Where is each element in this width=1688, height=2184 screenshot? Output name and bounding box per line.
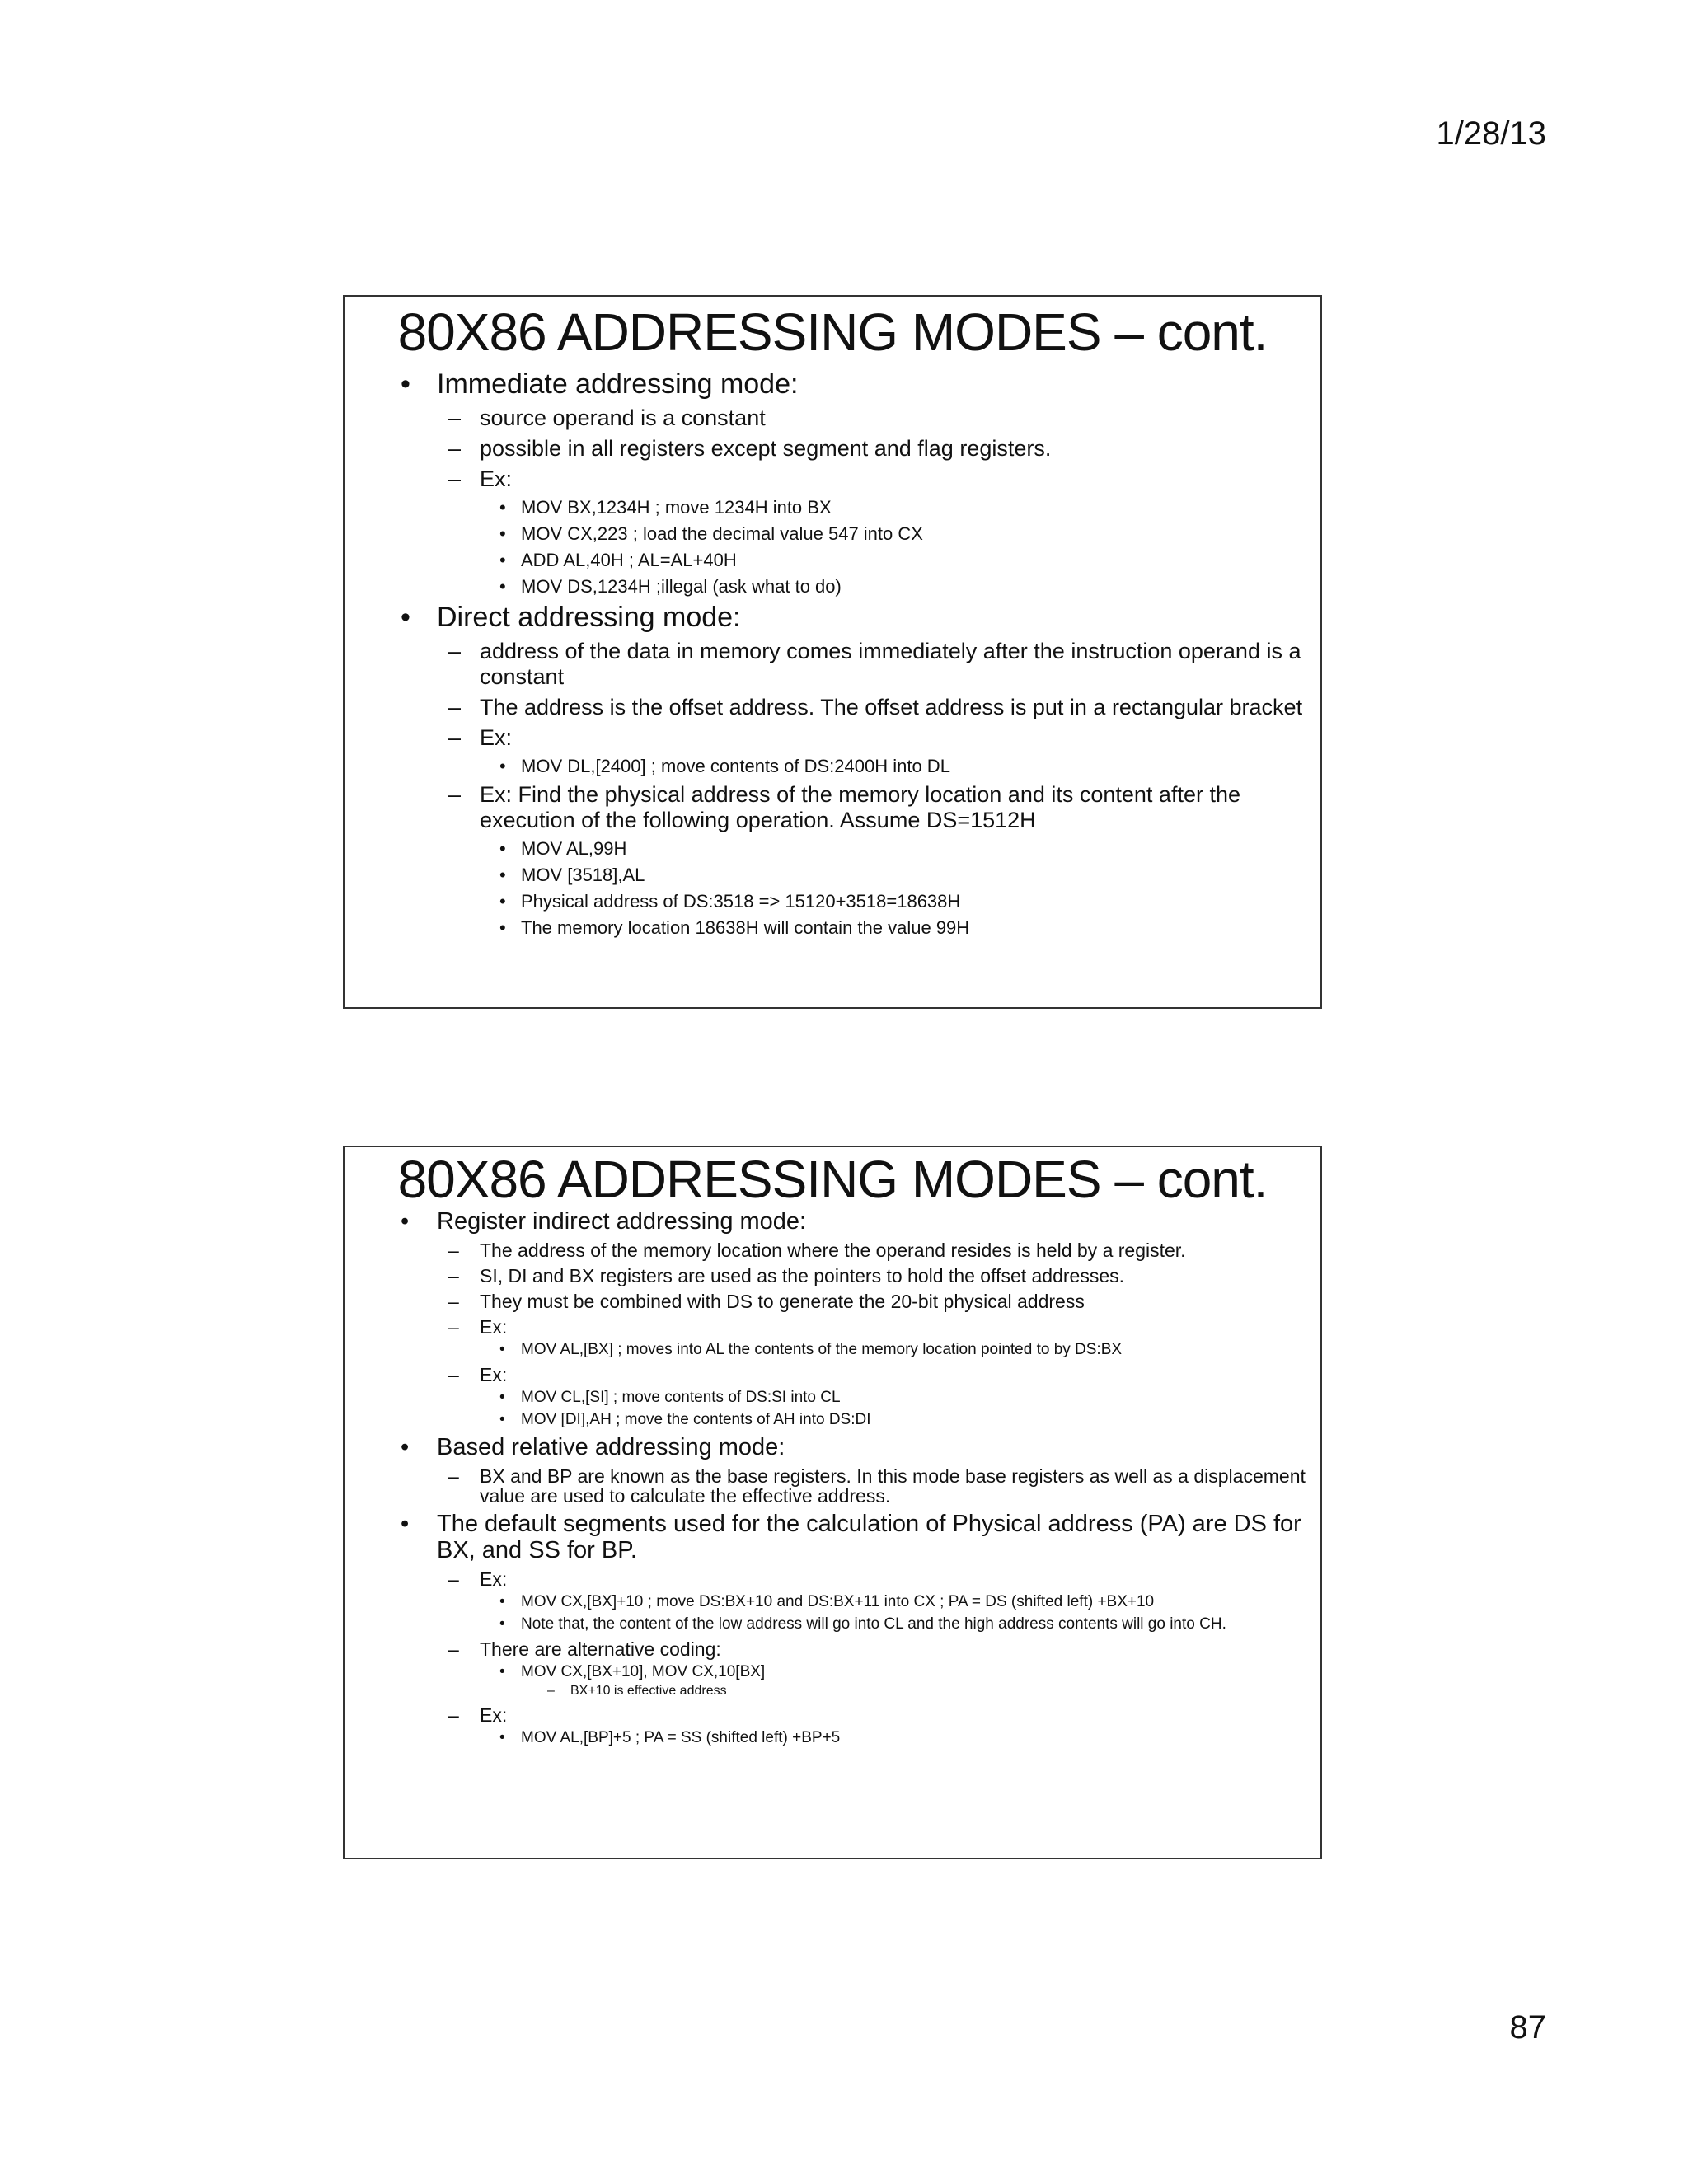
- section-default-segments: [345, 1511, 1320, 1563]
- example-text: MOV AL,99H: [521, 838, 627, 859]
- example-text: MOV AL,[BP]+5 ; PA = SS (shifted left) +BP+5: [521, 1729, 841, 1746]
- list-item: [345, 1705, 1320, 1725]
- bullet-icon: •: [499, 523, 506, 544]
- list-item: [345, 1466, 1320, 1506]
- example-item: [345, 891, 1320, 912]
- example-item: [345, 1663, 1320, 1681]
- dash-icon: –: [448, 466, 462, 491]
- list-item: [345, 782, 1320, 833]
- example-item: [345, 1593, 1320, 1611]
- dash-icon: –: [448, 782, 462, 807]
- example-list: [345, 838, 1320, 939]
- slide-bullet-list: [345, 601, 1320, 634]
- bullet-icon: •: [499, 1663, 505, 1680]
- bullet-icon: •: [499, 1411, 505, 1428]
- page-number: 87: [1509, 2009, 1546, 2046]
- dash-icon: –: [448, 1465, 459, 1487]
- item-text: The address is the offset address. The offset address is put in a rectangular bracket: [480, 695, 1303, 719]
- item-text: BX and BP are known as the base registers. In this mode base registers as well as a displacement value are used to calculate the effective address.: [480, 1465, 1306, 1507]
- item-text: The address of the memory location where the operand resides is held by a register.: [480, 1240, 1186, 1261]
- example-text: MOV CL,[SI] ; move contents of DS:SI into CL: [521, 1389, 841, 1406]
- example-text: MOV CX,223 ; load the decimal value 547 into CX: [521, 523, 923, 544]
- example-item: [345, 917, 1320, 939]
- list-item: [345, 1639, 1320, 1659]
- section-direct: [345, 601, 1320, 634]
- example-item: [345, 497, 1320, 518]
- example-item: [345, 550, 1320, 571]
- example-text: MOV [DI],AH ; move the contents of AH into DS:DI: [521, 1411, 871, 1428]
- item-text: Ex:: [480, 1568, 508, 1590]
- example-item: [345, 865, 1320, 886]
- dash-icon: –: [547, 1684, 555, 1698]
- example-item: [345, 1341, 1320, 1359]
- slide-title: 80X86 ADDRESSING MODES – cont.: [397, 1150, 1268, 1209]
- item-text: Ex:: [480, 1316, 508, 1338]
- bullet-icon: •: [499, 917, 506, 938]
- bullet-icon: •: [499, 1389, 505, 1406]
- list-item: [345, 405, 1320, 431]
- example-text: MOV AL,[BX] ; moves into AL the contents of the memory location pointed to by DS:BX: [521, 1341, 1123, 1358]
- item-text: Ex:: [480, 1704, 508, 1726]
- list-item: [345, 725, 1320, 751]
- example-list: [345, 1593, 1320, 1633]
- section-heading: The default segments used for the calculation of Physical address (PA) are DS for BX, and SS for BP.: [437, 1511, 1301, 1563]
- example-text: Note that, the content of the low address will go into CL and the high address contents will go into CH.: [521, 1615, 1226, 1633]
- example-text: Physical address of DS:3518 => 15120+3518=18638H: [521, 891, 961, 912]
- list-item: [345, 1365, 1320, 1385]
- example-item: [345, 1729, 1320, 1747]
- example-item: [345, 838, 1320, 860]
- dash-icon: –: [448, 1240, 459, 1261]
- bullet-icon: •: [499, 838, 506, 859]
- sub-list: [345, 1365, 1320, 1385]
- dash-icon: –: [448, 695, 462, 719]
- section-heading: Based relative addressing mode:: [437, 1434, 785, 1460]
- example-item: [345, 1389, 1320, 1407]
- slide-bullet-list: [345, 1208, 1320, 1235]
- example-text: ADD AL,40H ; AL=AL+40H: [521, 550, 737, 570]
- slide-2: [343, 1146, 1322, 1859]
- bullet-icon: •: [499, 865, 506, 885]
- sub-list: [345, 782, 1320, 833]
- section-heading: Direct addressing mode:: [437, 602, 741, 633]
- slide-bullet-list: [345, 1434, 1320, 1460]
- bullet-icon: •: [401, 1208, 410, 1235]
- bullet-icon: •: [401, 1511, 410, 1537]
- list-item: [345, 1266, 1320, 1286]
- list-item: [345, 695, 1320, 720]
- example-item: [345, 1411, 1320, 1429]
- list-item: [345, 1317, 1320, 1337]
- list-item: [345, 1291, 1320, 1311]
- section-heading: Register indirect addressing mode:: [437, 1208, 807, 1235]
- item-text: There are alternative coding:: [480, 1638, 721, 1660]
- item-text: address of the data in memory comes immediately after the instruction operand is a constant: [480, 639, 1301, 689]
- dash-icon: –: [448, 1568, 459, 1590]
- dash-icon: –: [448, 1265, 459, 1286]
- slide-bullet-list: [345, 1511, 1320, 1563]
- bullet-icon: •: [499, 1729, 505, 1746]
- sub-list: [345, 639, 1320, 751]
- sub-list: [345, 1639, 1320, 1659]
- example-text: MOV CX,[BX]+10 ; move DS:BX+10 and DS:BX+11 into CX ; PA = DS (shifted left) +BX+10: [521, 1593, 1155, 1610]
- example-list: [345, 1663, 1320, 1681]
- list-item: [345, 436, 1320, 462]
- example-item: [345, 523, 1320, 545]
- sub-list: [345, 1466, 1320, 1506]
- item-text: possible in all registers except segment and flag registers.: [480, 436, 1052, 461]
- section-immediate: [345, 368, 1320, 401]
- page-date: 1/28/13: [1436, 115, 1546, 152]
- item-text: source operand is a constant: [480, 405, 766, 430]
- example-list: [345, 756, 1320, 777]
- example-text: The memory location 18638H will contain the value 99H: [521, 917, 970, 938]
- dash-icon: –: [448, 1704, 459, 1726]
- bullet-icon: •: [499, 891, 506, 912]
- sub-list: [345, 1705, 1320, 1725]
- example-text: MOV BX,1234H ; move 1234H into BX: [521, 497, 832, 518]
- note-item: [345, 1683, 1320, 1699]
- example-text: MOV DS,1234H ;illegal (ask what to do): [521, 576, 842, 597]
- item-text: Ex:: [480, 1364, 508, 1385]
- dash-icon: –: [448, 639, 462, 663]
- bullet-icon: •: [401, 1434, 410, 1460]
- dash-icon: –: [448, 436, 462, 461]
- bullet-icon: •: [401, 368, 410, 400]
- list-item: [345, 1569, 1320, 1589]
- dash-icon: –: [448, 1638, 459, 1660]
- item-text: Ex: Find the physical address of the memory location and its content after the execution of the following operation. Assume DS=1512H: [480, 782, 1240, 832]
- bullet-icon: •: [499, 576, 506, 597]
- sub-list: [345, 405, 1320, 492]
- example-item: [345, 1615, 1320, 1633]
- note-text: BX+10 is effective address: [570, 1684, 727, 1698]
- item-text: They must be combined with DS to generate the 20-bit physical address: [480, 1291, 1085, 1312]
- sub-list: [345, 1240, 1320, 1337]
- section-based-relative: [345, 1434, 1320, 1460]
- item-text: Ex:: [480, 725, 513, 750]
- dash-icon: –: [448, 1364, 459, 1385]
- bullet-icon: •: [499, 1341, 505, 1358]
- bullet-icon: •: [499, 497, 506, 518]
- dash-icon: –: [448, 725, 462, 750]
- slide-title: 80X86 ADDRESSING MODES – cont.: [397, 302, 1268, 362]
- note-list: [345, 1683, 1320, 1699]
- item-text: Ex:: [480, 466, 513, 491]
- dash-icon: –: [448, 1291, 459, 1312]
- dash-icon: –: [448, 1316, 459, 1338]
- slide-bullet-list: [345, 368, 1320, 401]
- example-item: [345, 576, 1320, 598]
- list-item: [345, 639, 1320, 690]
- example-list: [345, 1729, 1320, 1747]
- bullet-icon: •: [499, 550, 506, 570]
- example-text: MOV CX,[BX+10], MOV CX,10[BX]: [521, 1663, 766, 1680]
- slide-1: [343, 295, 1322, 1009]
- item-text: SI, DI and BX registers are used as the pointers to hold the offset addresses.: [480, 1265, 1125, 1286]
- section-heading: Immediate addressing mode:: [437, 368, 799, 400]
- example-list: [345, 1341, 1320, 1359]
- bullet-icon: •: [499, 1615, 505, 1633]
- section-register-indirect: [345, 1208, 1320, 1235]
- bullet-icon: •: [499, 1593, 505, 1610]
- sub-list: [345, 1569, 1320, 1589]
- bullet-icon: •: [401, 602, 410, 633]
- example-text: MOV DL,[2400] ; move contents of DS:2400H into DL: [521, 756, 950, 776]
- example-list: [345, 497, 1320, 598]
- bullet-icon: •: [499, 756, 506, 776]
- example-item: [345, 756, 1320, 777]
- list-item: [345, 1240, 1320, 1260]
- example-list: [345, 1389, 1320, 1429]
- list-item: [345, 466, 1320, 492]
- dash-icon: –: [448, 405, 462, 430]
- example-text: MOV [3518],AL: [521, 865, 645, 885]
